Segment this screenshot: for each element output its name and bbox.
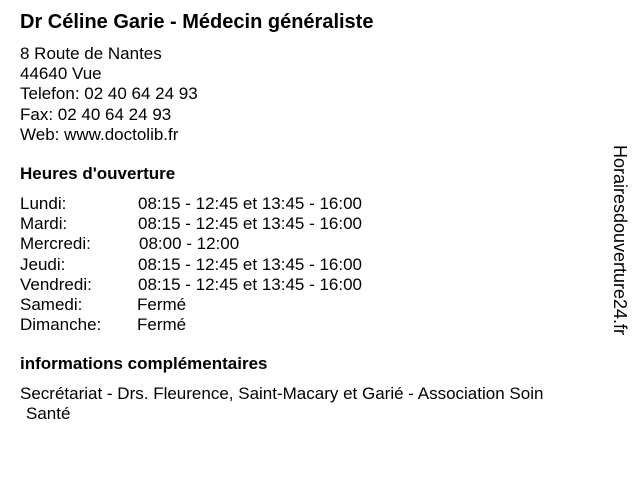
day-label: Samedi: xyxy=(20,294,83,314)
address-street: 8 Route de Nantes xyxy=(20,44,162,63)
day-label: Mercredi: xyxy=(20,234,91,254)
page-title: Dr Céline Garie - Médecin généraliste xyxy=(20,11,374,33)
time-value: Fermé xyxy=(137,294,187,314)
site-watermark xyxy=(600,135,640,345)
time-value: 08:00 - 12:00 xyxy=(139,234,240,254)
address-city: 44640 Vue xyxy=(20,64,102,84)
time-value: 08:15 - 12:45 et 13:45 - 16:00 xyxy=(138,274,363,294)
website-link[interactable]: Web: www.doctolib.fr xyxy=(20,124,179,144)
time-value: 08:15 - 12:45 et 13:45 - 16:00 xyxy=(138,254,363,274)
day-label: Jeudi: xyxy=(20,254,66,274)
day-label: Mardi: xyxy=(20,214,68,234)
day-label: Lundi: xyxy=(20,194,67,213)
additional-info-text xyxy=(20,384,630,424)
day-label: Vendredi: xyxy=(20,274,92,294)
phone-number: Telefon: 02 40 64 24 93 xyxy=(20,84,198,104)
time-value: Fermé xyxy=(137,315,187,335)
info-text-line: Santé xyxy=(26,404,71,423)
time-value: 08:15 - 12:45 et 13:45 - 16:00 xyxy=(138,214,363,234)
watermark-text: Horairesdouverture24.fr xyxy=(610,144,630,336)
additional-info-heading: informations complémentaires xyxy=(20,354,268,373)
opening-hours-heading: Heures d'ouverture xyxy=(20,164,176,183)
day-label: Dimanche: xyxy=(20,315,102,335)
fax-number: Fax: 02 40 64 24 93 xyxy=(20,104,172,124)
contact-block xyxy=(20,44,198,145)
info-text-line: Secrétariat - Drs. Fleurence, Saint-Macary et Garié - Association Soin xyxy=(20,384,544,403)
time-value: 08:15 - 12:45 et 13:45 - 16:00 xyxy=(138,194,363,213)
